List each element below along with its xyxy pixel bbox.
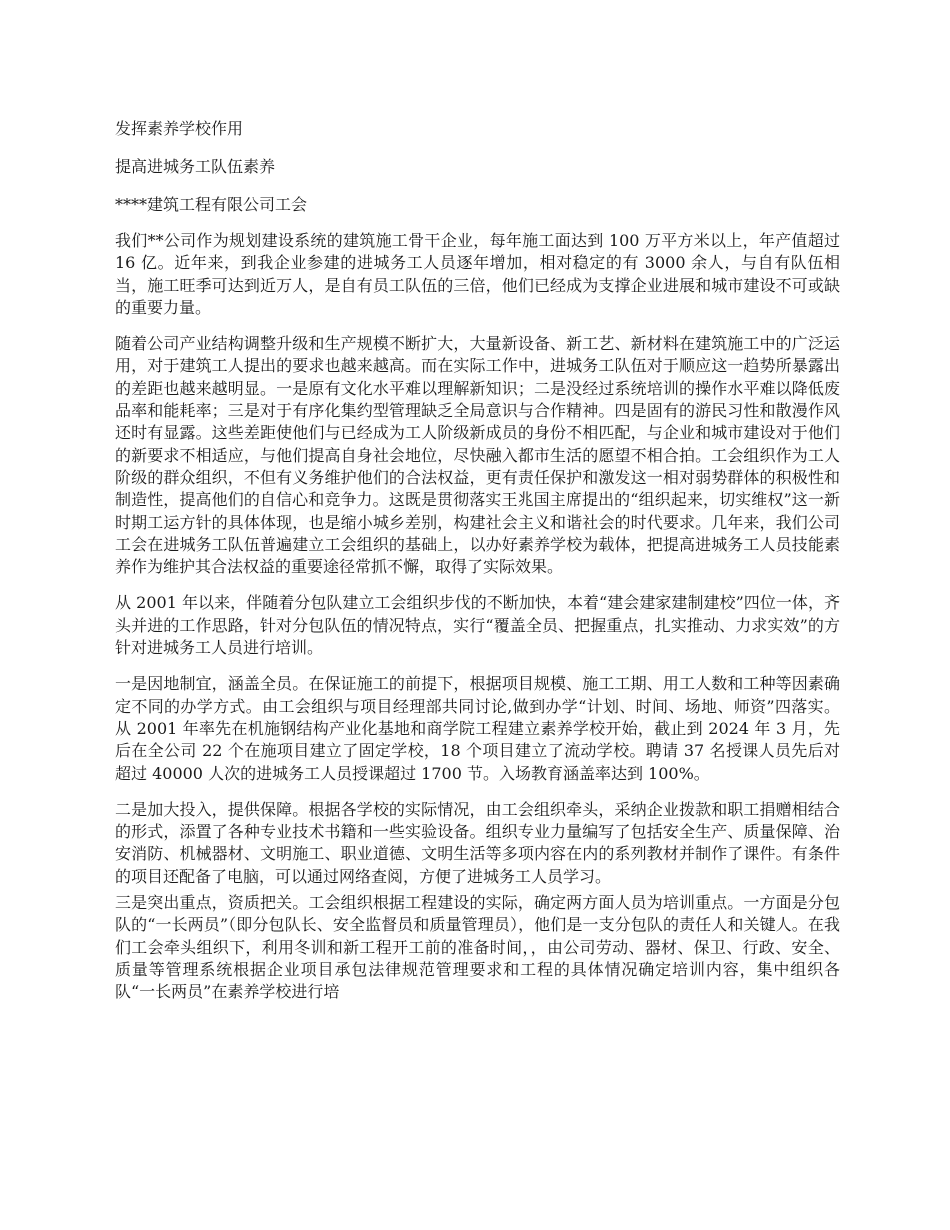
document-title-line-2: 提高进城务工队伍素养 [115,157,276,176]
paragraph-point-three: 三是突出重点，资质把关。工会组织根据工程建设的实际，确定两方面人员为培训重点。一方面是分包队的“一长两员”（即分包队长、安全监督员和质量管理员），他们是一支分包队的责任人和关键人。在我们工会牵头组织下，利用冬训和新工程开工前的准备时间，，由公司劳动、器材、保卫、行政、安全、质量等管理系统根据企业项目承包法律规范管理要求和工程的具体情况确定培训内容，集中组织各队“一长两员”在素养学校进行培 [115,893,840,1002]
document-organization: ****建筑工程有限公司工会 [115,195,308,214]
paragraph-background: 随着公司产业结构调整升级和生产规模不断扩大，大量新设备、新工艺、新材料在建筑施工中的广泛运用，对于建筑工人提出的要求也越来越高。而在实际工作中，进城务工队伍对于顺应这一趋势所暴露出的差距也越来越明显。一是原有文化水平难以理解新知识；二是没经过系统培训的操作水平难以降低废品率和能耗率；三是对于有序化集约型管理缺乏全局意识与合作精神。四是固有的游民习性和散漫作风还时有显露。这些差距使他们与已经成为工人阶级新成员的身份不相匹配，与企业和城市建设对于他们的新要求不相适应，与他们提高自身社会地位，尽快融入都市生活的愿望不相合拍。工会组织作为工人阶级的群众组织，不但有义务维护他们的合法权益，更有责任保护和激发这一相对弱势群体的积极性和制造性，提高他们的自信心和竞争力。这既是贯彻落实王兆国主席提出的“组织起来，切实维权”这一新时期工运方针的具体体现，也是缩小城乡差别，构建社会主义和谐社会的时代要求。几年来，我们公司工会在进城务工队伍普遍建立工会组织的基础上，以办好素养学校为载体，把提高进城务工人员技能素养作为维护其合法权益的重要途径常抓不懈，取得了实际效果。 [115,334,840,577]
document-page [115,118,840,1018]
paragraph-point-one: 一是因地制宜，涵盖全员。在保证施工的前提下，根据项目规模、施工工期、用工人数和工种等因素确定不同的办学方式。由工会组织与项目经理部共同讨论,做到办学“计划、时间、场地、师资”四落实。从 2001 年率先在机施钢结构产业化基地和商学院工程建立素养学校开始，截止到 2024 年 3 月，先后在全公司 22 个在施项目建立了固定学校，18 个项目建立了流动学校。聘请 37 名授课人员先后对超过 40000 人次的进城务工人员授课超过 1700 节。入场教育涵盖率达到 100%。 [115,674,840,783]
paragraph-point-two: 二是加大投入，提供保障。根据各学校的实际情况，由工会组织牵头，采纳企业拨款和职工捐赠相结合的形式，添置了各种专业技术书籍和一些实验设备。组织专业力量编写了包括安全生产、质量保障、治安消防、机械器材、文明施工、职业道德、文明生活等多项内容在内的系列教材并制作了课件。有条件的项目还配备了电脑，可以通过网络查阅，方便了进城务工人员学习。 [115,799,840,886]
paragraph-approach: 从 2001 年以来，伴随着分包队建立工会组织步伐的不断加快，本着“建会建家建制建校”四位一体，齐头并进的工作思路，针对分包队伍的情况特点，实行“覆盖全员、把握重点，扎实推动、力求实效”的方针对进城务工人员进行培训。 [115,593,840,658]
document-title-line-1: 发挥素养学校作用 [115,119,244,138]
paragraph-intro: 我们**公司作为规划建设系统的建筑施工骨干企业，每年施工面达到 100 万平方米以上，年产值超过 16 亿。近年来，到我企业参建的进城务工人员逐年增加，相对稳定的有 3000 余人，与自有队伍相当，施工旺季可达到近万人，是自有员工队伍的三倍，他们已经成为支撑企业进展和城市建设不可或缺的重要力量。 [115,231,840,317]
